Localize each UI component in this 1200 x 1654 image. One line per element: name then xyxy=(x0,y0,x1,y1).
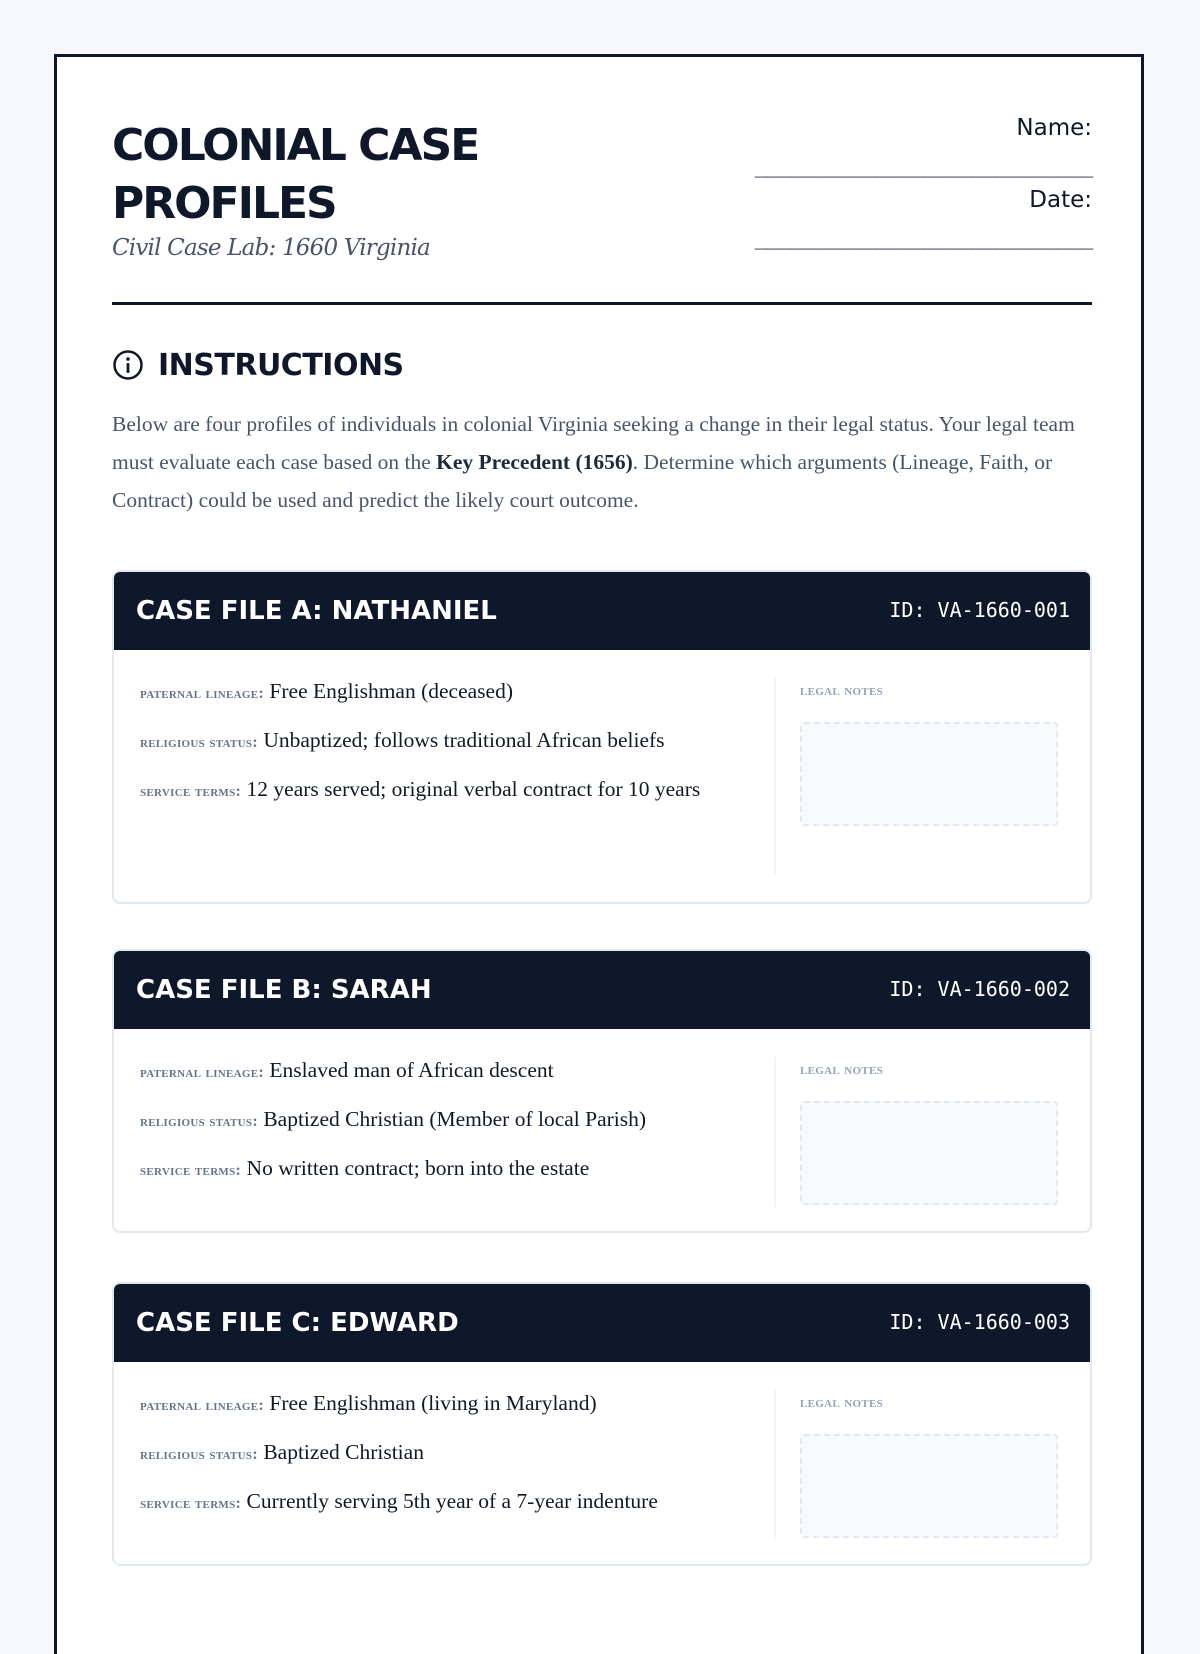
case-id: ID: VA-1660-003 xyxy=(889,1310,1070,1334)
field-label: service terms: xyxy=(140,1495,242,1512)
legal-notes-box[interactable] xyxy=(800,722,1058,826)
field-value: Baptized Christian xyxy=(263,1440,424,1464)
legal-notes-box[interactable] xyxy=(800,1101,1058,1205)
field-value: 12 years served; original verbal contract for 10 years xyxy=(246,777,701,801)
info-icon xyxy=(112,349,144,381)
paternal-lineage-field xyxy=(140,1053,740,1090)
legal-notes-label: legal notes xyxy=(800,1061,884,1078)
date-blank-line[interactable]: ____________________________ xyxy=(754,225,1092,250)
instructions-text xyxy=(112,405,1092,519)
field-label: religious status: xyxy=(140,1113,258,1130)
case-divider xyxy=(774,1390,776,1540)
instructions-text-start: Below are four profiles of individuals in colonial Virginia seeking a change in their legal status. Your legal team must evaluate each case based on the xyxy=(112,412,1075,474)
worksheet-content xyxy=(112,57,1092,1513)
religious-status-field xyxy=(140,1102,740,1139)
field-label: paternal lineage: xyxy=(140,685,265,702)
case-file-b xyxy=(112,949,1092,1233)
legal-notes-box[interactable] xyxy=(800,1434,1058,1538)
field-value: Free Englishman (deceased) xyxy=(269,679,513,703)
case-id: ID: VA-1660-002 xyxy=(889,977,1070,1001)
case-fields xyxy=(140,674,740,821)
instructions-section xyxy=(112,343,1092,541)
case-id: ID: VA-1660-001 xyxy=(889,598,1070,622)
field-value: Free Englishman (living in Maryland) xyxy=(269,1391,597,1415)
instructions-heading xyxy=(112,343,1092,387)
page-title-line-2: PROFILES xyxy=(112,178,336,229)
field-value: Enslaved man of African descent xyxy=(269,1058,554,1082)
case-file-c xyxy=(112,1282,1092,1566)
field-value: Currently serving 5th year of a 7-year indenture xyxy=(246,1489,658,1513)
case-title: CASE FILE B: SARAH xyxy=(136,975,432,1005)
case-header xyxy=(114,572,1090,650)
field-label: service terms: xyxy=(140,783,242,800)
legal-notes-label: legal notes xyxy=(800,682,884,699)
case-title: CASE FILE A: NATHANIEL xyxy=(136,596,497,626)
case-title: CASE FILE C: EDWARD xyxy=(136,1308,459,1338)
field-label: paternal lineage: xyxy=(140,1064,265,1081)
field-label: religious status: xyxy=(140,734,258,751)
field-value: Baptized Christian (Member of local Parish) xyxy=(263,1107,647,1131)
service-terms-field xyxy=(140,1484,740,1521)
worksheet-page xyxy=(54,54,1144,1654)
case-fields xyxy=(140,1386,740,1533)
case-header xyxy=(114,1284,1090,1362)
religious-status-field xyxy=(140,1435,740,1472)
field-value: Unbaptized; follows traditional African beliefs xyxy=(263,728,665,752)
case-fields xyxy=(140,1053,740,1200)
service-terms-field xyxy=(140,1151,740,1188)
page-title-line-1: COLONIAL CASE xyxy=(112,120,479,171)
case-divider xyxy=(774,678,776,874)
case-file-a xyxy=(112,570,1092,904)
field-value: No written contract; born into the estate xyxy=(246,1156,590,1180)
field-label: paternal lineage: xyxy=(140,1397,265,1414)
instructions-text-end: . Determine which arguments (Lineage, Faith, or Contract) could be used and predict the likely court outcome. xyxy=(112,450,1053,512)
field-label: religious status: xyxy=(140,1446,258,1463)
religious-status-field xyxy=(140,723,740,760)
field-label: service terms: xyxy=(140,1162,242,1179)
worksheet-header xyxy=(112,57,1092,305)
name-label: Name: xyxy=(1016,115,1092,141)
date-label: Date: xyxy=(1029,187,1092,213)
name-blank-line[interactable]: ____________________________ xyxy=(754,153,1092,178)
case-divider xyxy=(774,1057,776,1207)
service-terms-field xyxy=(140,772,740,809)
case-header xyxy=(114,951,1090,1029)
instructions-title: INSTRUCTIONS xyxy=(158,347,404,383)
key-precedent: Key Precedent (1656) xyxy=(436,450,633,474)
page-subtitle: Civil Case Lab: 1660 Virginia xyxy=(112,235,430,261)
paternal-lineage-field xyxy=(140,1386,740,1423)
legal-notes-label: legal notes xyxy=(800,1394,884,1411)
paternal-lineage-field xyxy=(140,674,740,711)
